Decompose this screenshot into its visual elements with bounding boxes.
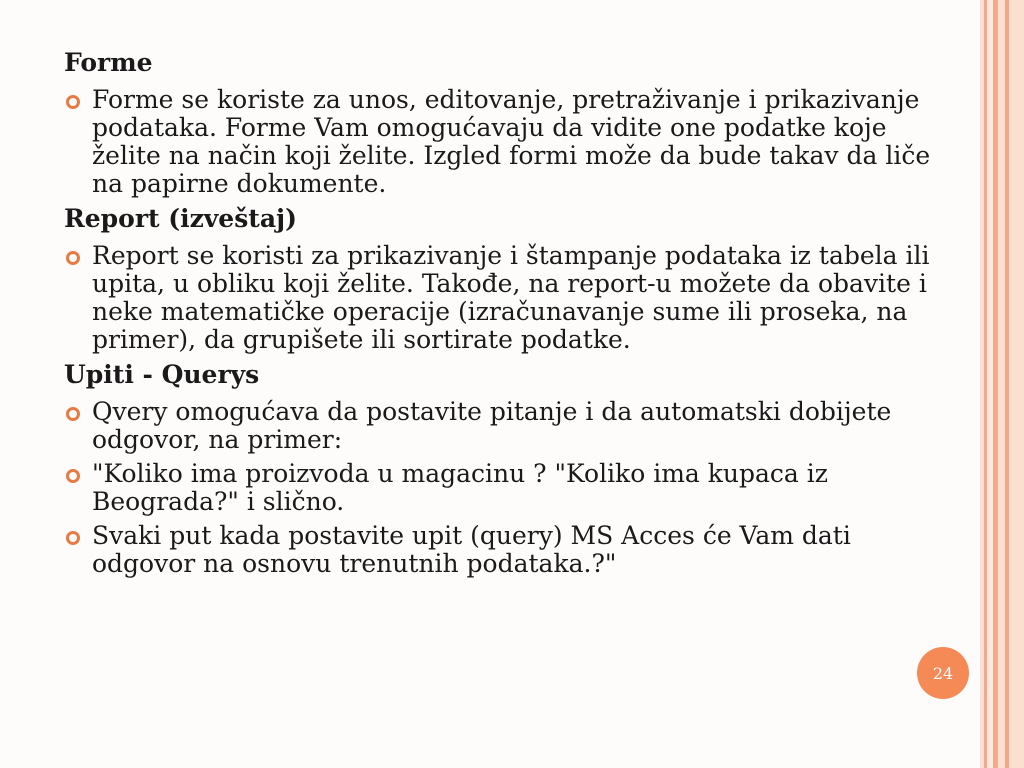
bullet-text: "Koliko ima proizvoda u magacinu ? "Koliko ima kupaca iz Beograda?" i slično. [92,459,828,516]
page-number-badge: 24 [917,647,969,699]
bullet-text: Qvery omogućava da postavite pitanje i da automatski dobijete odgovor, na primer: [92,397,892,454]
bullet-text: Svaki put kada postavite upit (query) MS Acces će Vam dati odgovor na osnovu trenutnih podataka.?" [92,521,851,578]
bullet-item [64,242,934,354]
section-heading-forme: Forme [64,48,153,77]
bullet-item [64,398,934,454]
bullet-item [64,522,934,578]
bullet-ring-icon [66,469,80,483]
section-heading-report: Report (izveštaj) [64,204,297,233]
decorative-border-stripes [980,0,1024,768]
slide-content [64,48,934,584]
bullet-ring-icon [66,407,80,421]
bullet-ring-icon [66,251,80,265]
bullet-item [64,86,934,198]
bullet-item [64,460,934,516]
bullet-ring-icon [66,95,80,109]
bullet-text: Forme se koriste za unos, editovanje, pretraživanje i prikazivanje podataka. Forme Vam omogućavaju da vidite one podatke koje želite na način koji želite. Izgled formi može da bude takav da liče na papirne dokumente. [92,85,931,198]
bullet-text: Report se koristi za prikazivanje i štampanje podataka iz tabela ili upita, u obliku koji želite. Takođe, na report-u možete da obavite i neke matematičke operacije (izračunavanje sume ili proseka, na primer), da grupišete ili sortirate podatke. [92,241,930,354]
section-heading-upiti: Upiti - Querys [64,360,260,389]
bullet-ring-icon [66,531,80,545]
